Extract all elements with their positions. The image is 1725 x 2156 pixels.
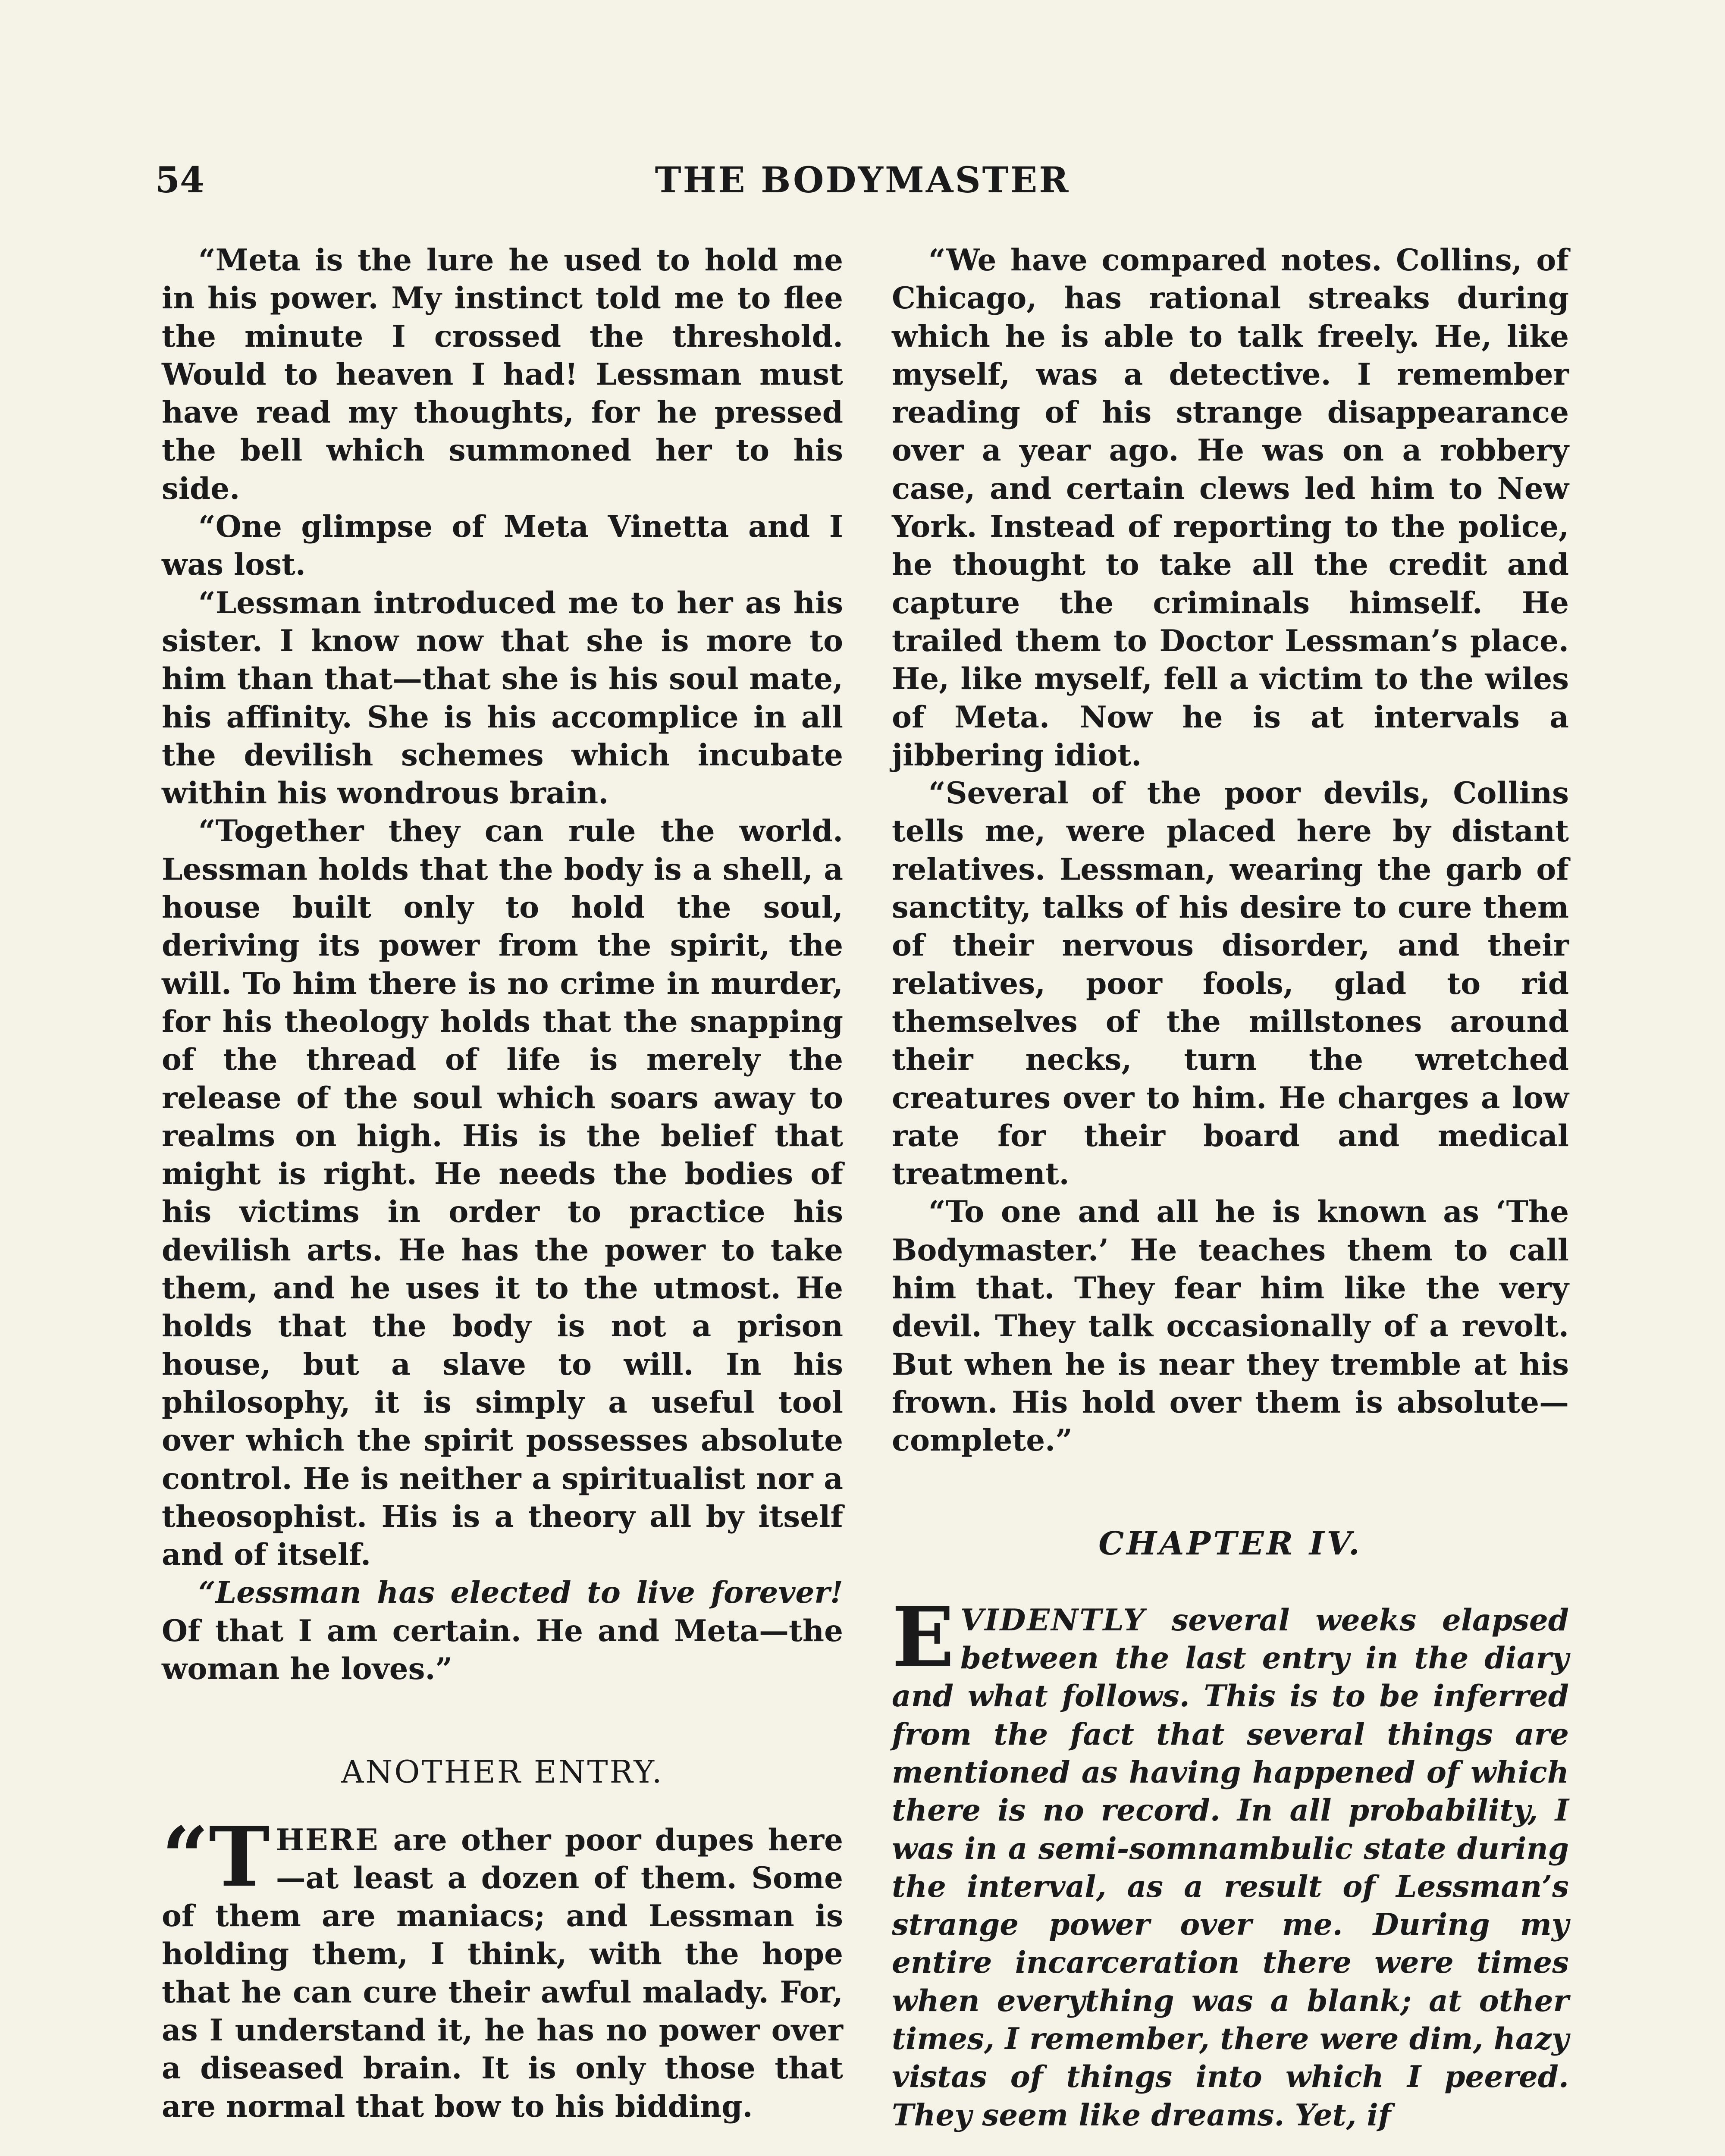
paragraph: “We have compared notes. Collins, of Chicago, has rational streaks during which he is able to talk freely. He, like myself, was a detective. I remember reading of his strange disappearance over a year ago. He was on a robbery case, and certain clews led him to New York. Instead of reporting to the police, he thought to take all the credit and capture the criminals himself. He trailed them to Doctor Lessman’s place. He, like myself, fell a victim to the wiles of Meta. Now he is at intervals a jibbering idiot. bbox=[892, 243, 1569, 773]
dropcap-paragraph bbox=[892, 1589, 1569, 2134]
paragraph: “Meta is the lure he used to hold me in his power. My instinct told me to flee the minute I crossed the threshold. Would to heaven I had! Lessman must have read my thoughts, for he pressed the bell which summoned her to his side. bbox=[162, 243, 843, 506]
paragraph bbox=[162, 1574, 843, 1688]
open-quote: “ bbox=[162, 1808, 209, 1905]
section-heading: ANOTHER ENTRY. bbox=[341, 1754, 664, 1790]
paragraph: “Lessman introduced me to her as his sister. I know now that she is more to him than that—that she is his soul mate, his affinity. She is his accomplice in all the devilish schemes which incubate within his wondrous brain. bbox=[162, 585, 843, 811]
dropcap-lead: VIDENTLY bbox=[960, 1602, 1146, 1638]
chapter-heading: CHAPTER IV. bbox=[1098, 1525, 1362, 1562]
paragraph: “Several of the poor devils, Collins tells me, were placed here by distant relatives. Lessman, wearing the garb of sanctity, talks of his desire to cure them of their nervous disorder, and their relatives, poor fools, glad to rid themselves of the millstones around their necks, turn the wretched creatures over to him. He charges a low rate for their board and medical treatment. bbox=[892, 776, 1569, 1192]
paragraph-text: several weeks elapsed between the last entry in the diary and what follows. This is to be inferred from the fact that several things are mentioned as having happened of which there is no record. In all probability, I was in a semi-somnambulic state during the interval, as a result of Lessman’s strange power over me. During my entire incarceration there were times when everything was a blank; at other times, I remember, there were dim, hazy vistas of things into which I peered. They seem like dreams. Yet, if bbox=[892, 1602, 1569, 2133]
dropcap-letter: T bbox=[209, 1808, 270, 1905]
right-column bbox=[892, 241, 1569, 2134]
paragraph: “One glimpse of Meta Vinetta and I was lost. bbox=[162, 509, 843, 583]
dropcap-paragraph bbox=[162, 1808, 843, 2126]
dropcap bbox=[162, 1808, 270, 1905]
paragraph: “To one and all he is known as ‘The Bodymaster.’ He teaches them to call him that. They fear him like the very devil. They talk occasionally of a revolt. But when he is near they tremble at his frown. His hold over them is absolute—complete.” bbox=[892, 1194, 1569, 1458]
left-column bbox=[162, 241, 843, 2126]
paragraph: “Together they can rule the world. Lessman holds that the body is a shell, a house built only to hold the soul, deriving its power from the spirit, the will. To him there is no crime in murder, for his theology holds that the snapping of the thread of life is merely the release of the soul which soars away to realms on high. His is the belief that might is right. He needs the bodies of his victims in order to practice his devilish arts. He has the power to take them, and he uses it to the utmost. He holds that the body is not a prison house, but a slave to will. In his philosophy, it is simply a useful tool over which the spirit possesses absolute control. He is neither a spiritualist nor a theosophist. His is a theory all by itself and of itself. bbox=[162, 814, 843, 1573]
italic-quote: “Lessman has elected to live forever! bbox=[198, 1575, 843, 1611]
page-number: 54 bbox=[155, 160, 205, 201]
dropcap-letter: E bbox=[892, 1589, 954, 1685]
running-title: THE BODYMASTER bbox=[655, 160, 1070, 201]
quote-continuation: Of that I am certain. He and Meta—the woman he loves.” bbox=[162, 1613, 843, 1686]
dropcap-lead: HERE bbox=[276, 1822, 380, 1858]
paragraph-text: are other poor dupes here—at least a dozen of them. Some of them are maniacs; and Lessman is holding them, I think, with the hope that he can cure their awful malady. For, as I understand it, he has no power over a diseased brain. It is only those that are normal that bow to his bidding. bbox=[162, 1822, 843, 2124]
